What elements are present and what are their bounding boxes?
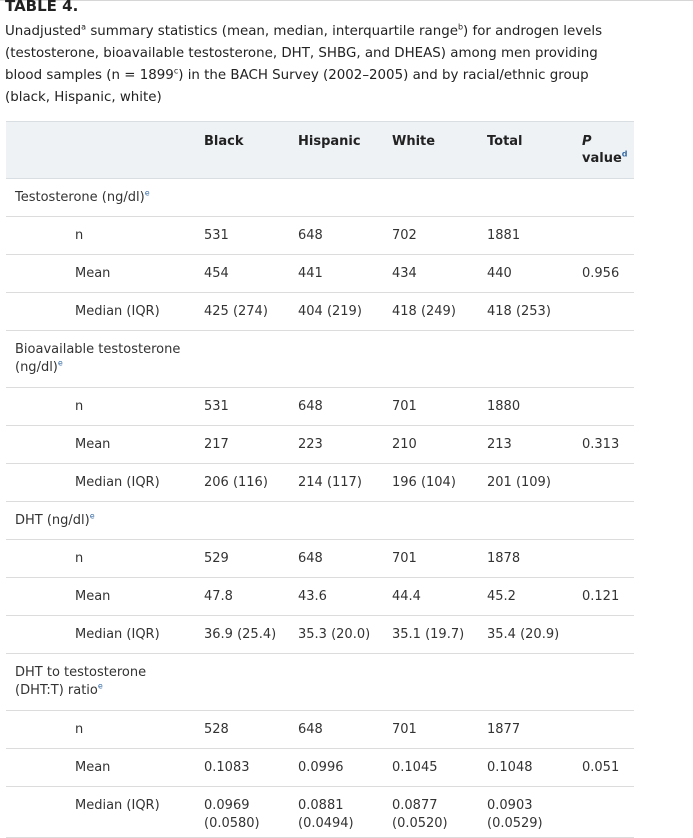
cell-black: 0.0969 (0.0580) [196,787,290,838]
cell-hispanic: 43.6 [290,578,384,616]
cell-hispanic: 0.0881 (0.0494) [290,787,384,838]
section-empty-cell [196,179,290,217]
section-row [6,654,634,711]
table-row [6,464,634,502]
cell-p [574,540,634,578]
cell-hispanic: 404 (219) [290,293,384,331]
footnote-mark-e[interactable]: e [57,358,63,368]
header-total: Total [479,122,574,179]
footnote-mark-d[interactable]: d [621,149,628,159]
cell-black: 454 [196,255,290,293]
cell-black: 0.1083 [196,749,290,787]
stat-label: Mean [6,255,196,293]
cell-white: 701 [384,388,479,426]
cell-hispanic: 0.0996 [290,749,384,787]
cell-hispanic: 648 [290,711,384,749]
cell-total: 213 [479,426,574,464]
header-empty [6,122,196,179]
section-empty-cell [574,179,634,217]
table-row [6,711,634,749]
footnote-mark-e[interactable]: e [144,188,150,198]
footnote-mark-c[interactable]: c [173,66,179,76]
cell-total: 35.4 (20.9) [479,616,574,654]
cell-total: 1880 [479,388,574,426]
cell-p [574,616,634,654]
cell-p [574,388,634,426]
section-empty-cell [290,179,384,217]
androgen-summary-table [6,121,634,838]
cell-hispanic: 223 [290,426,384,464]
cell-hispanic: 648 [290,540,384,578]
stat-label: Median (IQR) [6,293,196,331]
section-empty-cell [479,654,574,711]
cell-hispanic: 35.3 (20.0) [290,616,384,654]
stat-label: Mean [6,578,196,616]
section-empty-cell [384,502,479,540]
section-empty-cell [196,502,290,540]
section-label: DHT to testosterone (DHT:T) ratio$^e$ [6,654,196,711]
table-caption: Unadjusted$^a$ summary statistics (mean, median, interquartile range$^b$) for androgen levels (testosterone, bioavailable testosterone, DHT, SHBG, and DHEAS) among men providing blood samples $(n = 1899^c)$ in the BACH Survey (2002–2005) and by racial/ethnic group (black, Hispanic, white) [5,22,603,105]
cell-hispanic: 648 [290,388,384,426]
cell-p: 0.121 [574,578,634,616]
table-row [6,293,634,331]
section-row [6,502,634,540]
table-row [6,217,634,255]
table-row [6,426,634,464]
header-p-value: P value$^d$ [574,122,634,179]
cell-total: 0.0903 (0.0529) [479,787,574,838]
cell-white: 0.0877 (0.0520) [384,787,479,838]
cell-white: 701 [384,540,479,578]
cell-total: 1878 [479,540,574,578]
cell-white: 196 (104) [384,464,479,502]
cell-black: 206 (116) [196,464,290,502]
section-empty-cell [479,179,574,217]
section-empty-cell [574,331,634,388]
stat-label: n [6,540,196,578]
cell-black: 47.8 [196,578,290,616]
cell-white: 434 [384,255,479,293]
table-row [6,616,634,654]
cell-white: 701 [384,711,479,749]
table-row [6,388,634,426]
section-empty-cell [574,502,634,540]
cell-total: 418 (253) [479,293,574,331]
table-row [6,787,634,838]
cell-hispanic: 214 (117) [290,464,384,502]
section-row [6,179,634,217]
stat-label: n [6,388,196,426]
cell-total: 440 [479,255,574,293]
cell-p: 0.956 [574,255,634,293]
section-empty-cell [574,654,634,711]
stat-label: Median (IQR) [6,787,196,838]
section-empty-cell [479,502,574,540]
footnote-mark-e[interactable]: e [97,681,103,691]
cell-white: 702 [384,217,479,255]
cell-white: 418 (249) [384,293,479,331]
stat-label: n [6,217,196,255]
cell-white: 0.1045 [384,749,479,787]
cell-black: 531 [196,217,290,255]
cell-white: 44.4 [384,578,479,616]
table-row [6,749,634,787]
section-label: DHT $(ng/dl)^e$ [6,502,196,540]
table-header-row [6,122,634,179]
table-row [6,540,634,578]
stat-label: Mean [6,426,196,464]
cell-black: 529 [196,540,290,578]
cell-p: 0.313 [574,426,634,464]
section-empty-cell [290,502,384,540]
cell-p [574,217,634,255]
cell-total: 1877 [479,711,574,749]
stat-label: Mean [6,749,196,787]
section-empty-cell [479,331,574,388]
stat-label: Median (IQR) [6,616,196,654]
section-empty-cell [290,654,384,711]
section-empty-cell [196,654,290,711]
cell-total: 1881 [479,217,574,255]
table-title: TABLE 4. [5,0,79,15]
cell-total: 45.2 [479,578,574,616]
cell-p: 0.051 [574,749,634,787]
table-row [6,255,634,293]
header-hispanic: Hispanic [290,122,384,179]
header-black: Black [196,122,290,179]
cell-hispanic: 648 [290,217,384,255]
cell-white: 210 [384,426,479,464]
cell-p [574,787,634,838]
table-body [6,179,634,838]
cell-black: 531 [196,388,290,426]
cell-hispanic: 441 [290,255,384,293]
cell-total: 0.1048 [479,749,574,787]
stat-label: Median (IQR) [6,464,196,502]
section-label: Testosterone $(ng/dl)^e$ [6,179,196,217]
table-row [6,578,634,616]
section-empty-cell [290,331,384,388]
section-empty-cell [384,654,479,711]
cell-black: 425 (274) [196,293,290,331]
section-empty-cell [384,179,479,217]
section-row [6,331,634,388]
footnote-mark-b[interactable]: b [457,22,464,32]
top-divider [0,0,693,1]
stat-label: n [6,711,196,749]
cell-p [574,293,634,331]
section-label: Bioavailable testosterone $(ng/dl)^e$ [6,331,196,388]
cell-p [574,464,634,502]
cell-p [574,711,634,749]
cell-total: 201 (109) [479,464,574,502]
header-white: White [384,122,479,179]
footnote-mark-a[interactable]: a [81,22,87,32]
footnote-mark-e[interactable]: e [89,511,95,521]
cell-white: 35.1 (19.7) [384,616,479,654]
section-empty-cell [384,331,479,388]
cell-black: 36.9 (25.4) [196,616,290,654]
cell-black: 528 [196,711,290,749]
section-empty-cell [196,331,290,388]
cell-black: 217 [196,426,290,464]
